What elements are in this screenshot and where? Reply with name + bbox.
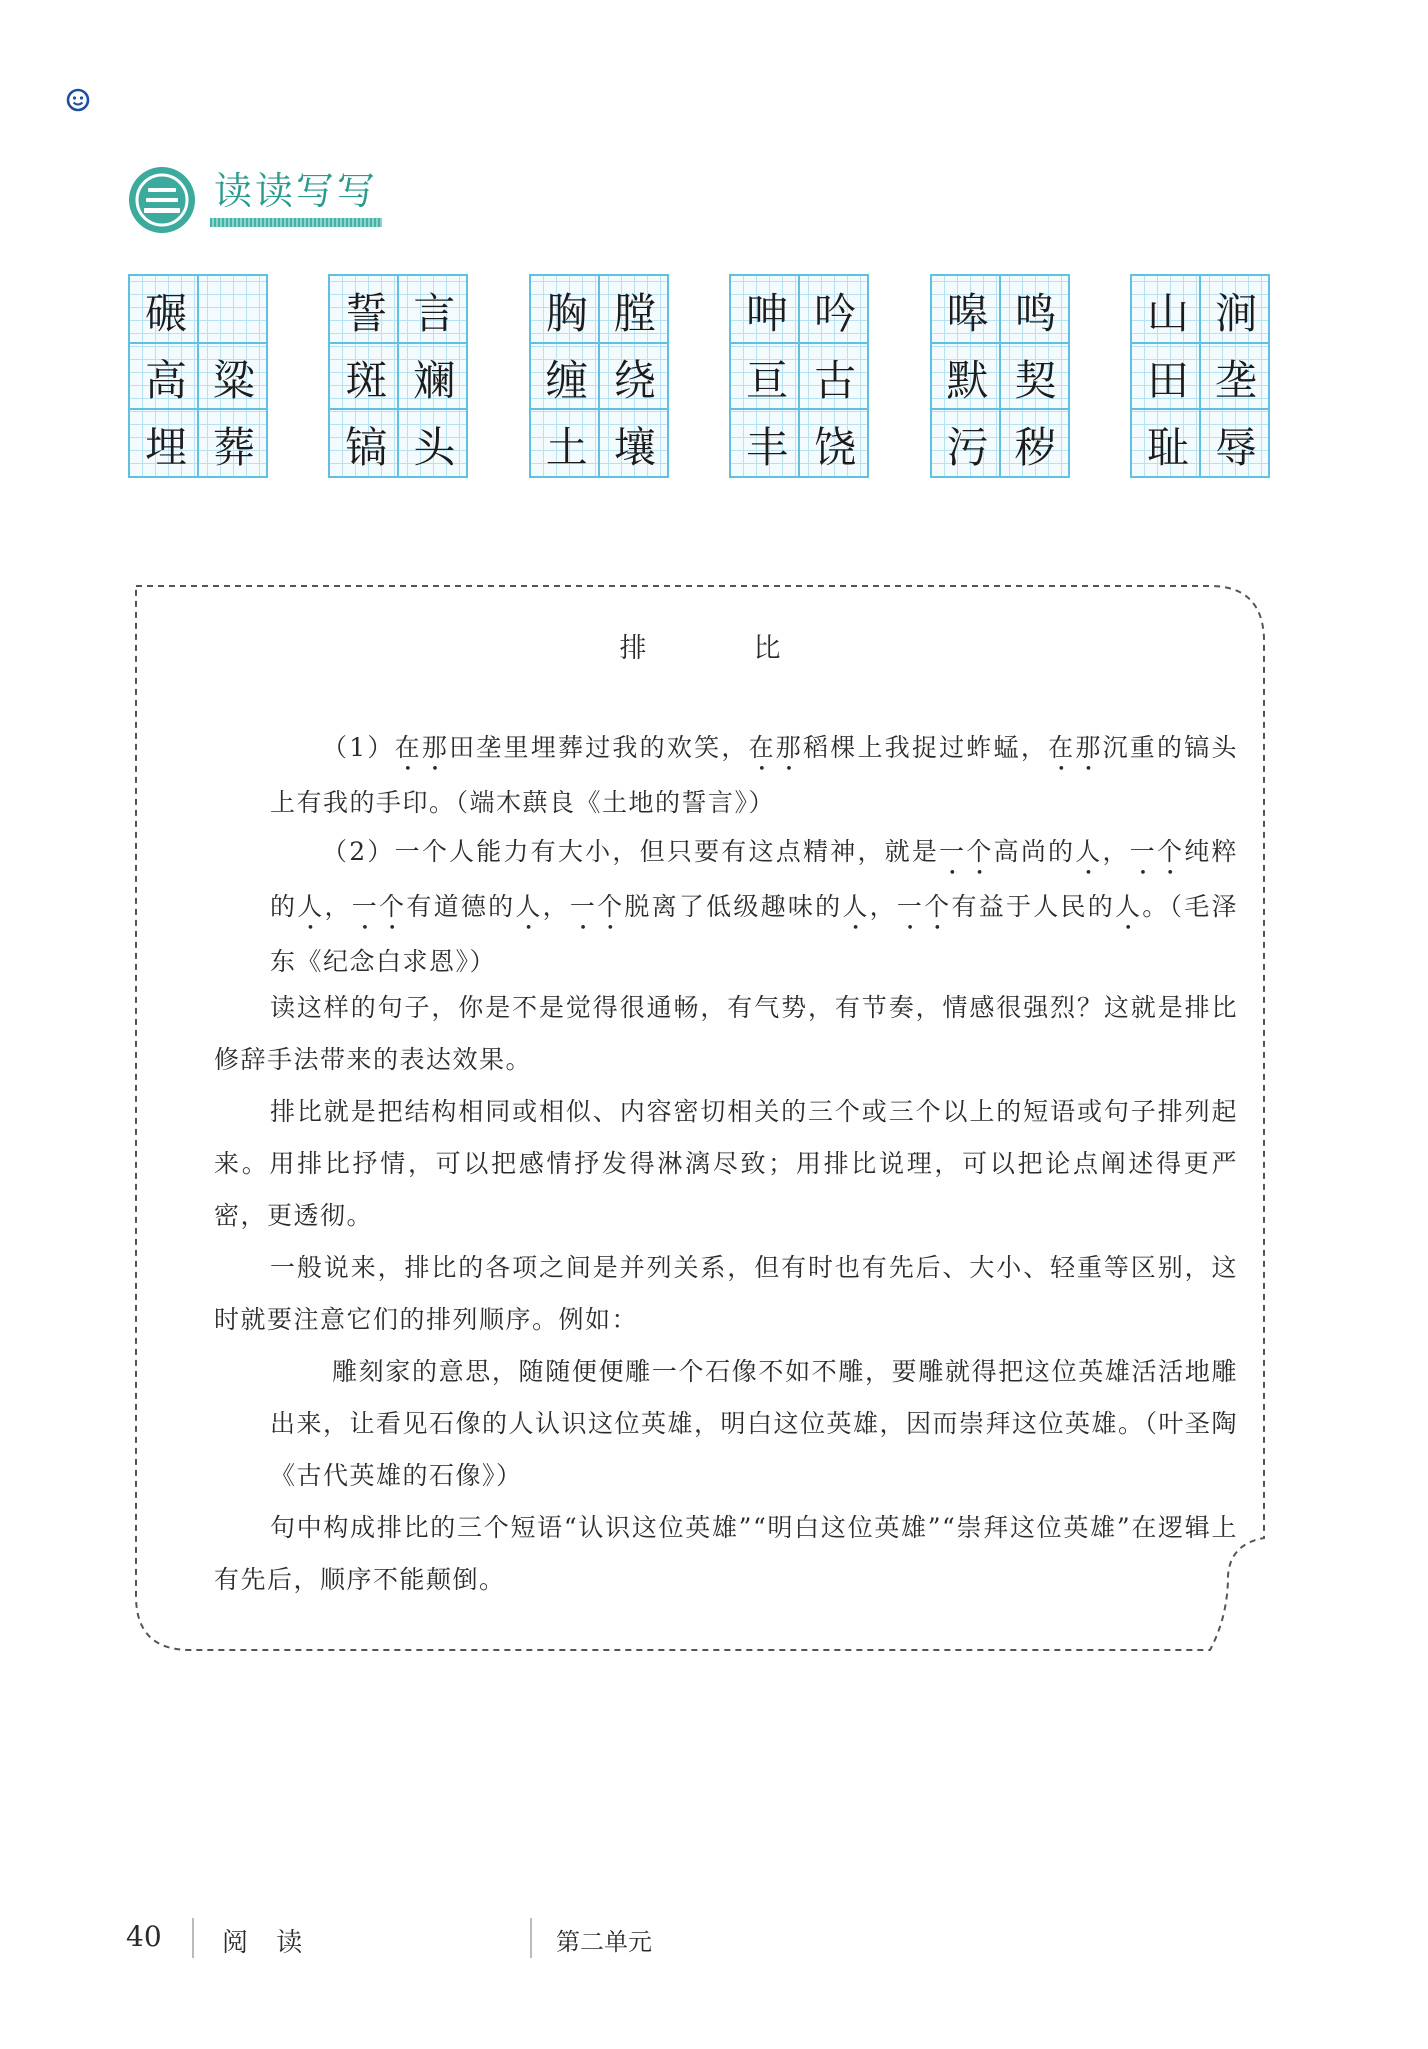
footer-unit: 第二单元 (556, 1928, 652, 1956)
vocab-char: 高 (144, 356, 187, 405)
paragraph-1: 读这样的句子，你是不是觉得很通畅，有气势，有节奏，情感很强烈？这就是排比修辞手法带来的表达效果。 (214, 993, 1238, 1074)
footer-divider (530, 1918, 532, 1958)
vocab-char: 壤 (613, 423, 656, 472)
title-underline (210, 218, 382, 227)
rhetoric-note-box (130, 576, 1270, 1656)
vocab-char: 耻 (1146, 423, 1189, 472)
vocab-char: 契 (1014, 356, 1057, 405)
vocab-char: 镐 (345, 423, 388, 472)
vocab-char: 粱 (212, 356, 255, 405)
vocab-char: 田 (1146, 356, 1189, 405)
vocab-char: 土 (545, 423, 588, 472)
vocab-char: 言 (413, 289, 456, 338)
footer-divider (192, 1918, 194, 1958)
vocab-char: 绕 (613, 356, 656, 405)
vocab-char: 斓 (413, 356, 456, 405)
vocab-char: 呻 (746, 289, 789, 338)
box-title: 排 比 (619, 633, 821, 664)
vocab-group (128, 274, 268, 478)
vocab-char: 斑 (345, 356, 388, 405)
vocab-char: 饶 (814, 423, 857, 472)
paragraph-2: 排比就是把结构相同或相似、内容密切相关的三个或三个以上的短语或句子排列起来。用排比抒情，可以把感情抒发得淋漓尽致；用排比说理，可以把论点阐述得更严密，更透彻。 (214, 1097, 1238, 1230)
vocab-char: 秽 (1014, 423, 1057, 472)
example-3: 雕刻家的意思，随随便便雕一个石像不如不雕，要雕就得把这位英雄活活地雕出来，让看见石像的人认识这位英雄，明白这位英雄，因而崇拜这位英雄。（叶圣陶《古代英雄的石像》） (270, 1357, 1239, 1490)
section-title: 读读写写 (214, 169, 379, 213)
vocab-group (729, 274, 869, 478)
example-1: （1）在那田垄里埋葬过我的欢笑，在那稻棵上我捉过蚱蜢，在那沉重的镐头上有我的手印。（端木蕻良《土地的誓言》） (270, 733, 1238, 817)
vocab-char (200, 278, 268, 344)
vocab-char: 吟 (814, 289, 857, 338)
vocab-char: 誓 (345, 289, 388, 338)
vocab-char: 嗥 (946, 289, 989, 338)
example-2: （2）一个人能力有大小，但只要有这点精神，就是一个高尚的人，一个纯粹的人，一个有道德的人，一个脱离了低级趣味的人，一个有益于人民的人。（毛泽东《纪念白求恩》） (270, 837, 1238, 976)
vocab-char: 埋 (144, 423, 187, 472)
vocab-char: 膛 (613, 289, 656, 338)
page-number: 40 (126, 1920, 162, 1953)
vocab-char: 亘 (746, 356, 789, 405)
vocabulary-grid (128, 274, 1270, 478)
vocab-group (1130, 274, 1270, 478)
vocab-char: 涧 (1214, 289, 1257, 338)
vocab-char: 胸 (545, 289, 588, 338)
vocab-char: 垄 (1214, 356, 1257, 405)
vocab-char: 鸣 (1014, 289, 1057, 338)
vocab-char: 山 (1146, 289, 1189, 338)
smiley-face-icon (66, 88, 90, 112)
three-lines-icon (128, 166, 196, 234)
vocab-char: 丰 (746, 423, 789, 472)
vocab-group (930, 274, 1070, 478)
vocab-char: 污 (946, 423, 989, 472)
vocab-char: 缠 (545, 356, 588, 405)
paragraph-3: 一般说来，排比的各项之间是并列关系，但有时也有先后、大小、轻重等区别，这时就要注意它们的排列顺序。例如： (214, 1253, 1238, 1334)
vocab-char: 碾 (144, 289, 187, 338)
vocab-group (529, 274, 669, 478)
vocab-group (328, 274, 468, 478)
vocab-char: 葬 (212, 423, 255, 472)
vocab-char: 古 (814, 356, 857, 405)
vocab-char: 辱 (1214, 423, 1257, 472)
paragraph-4: 句中构成排比的三个短语“认识这位英雄”“明白这位英雄”“崇拜这位英雄”在逻辑上有先后，顺序不能颠倒。 (214, 1513, 1238, 1594)
footer-section: 阅 读 (222, 1928, 313, 1958)
vocab-char: 默 (946, 356, 989, 405)
vocab-char: 头 (413, 423, 456, 472)
